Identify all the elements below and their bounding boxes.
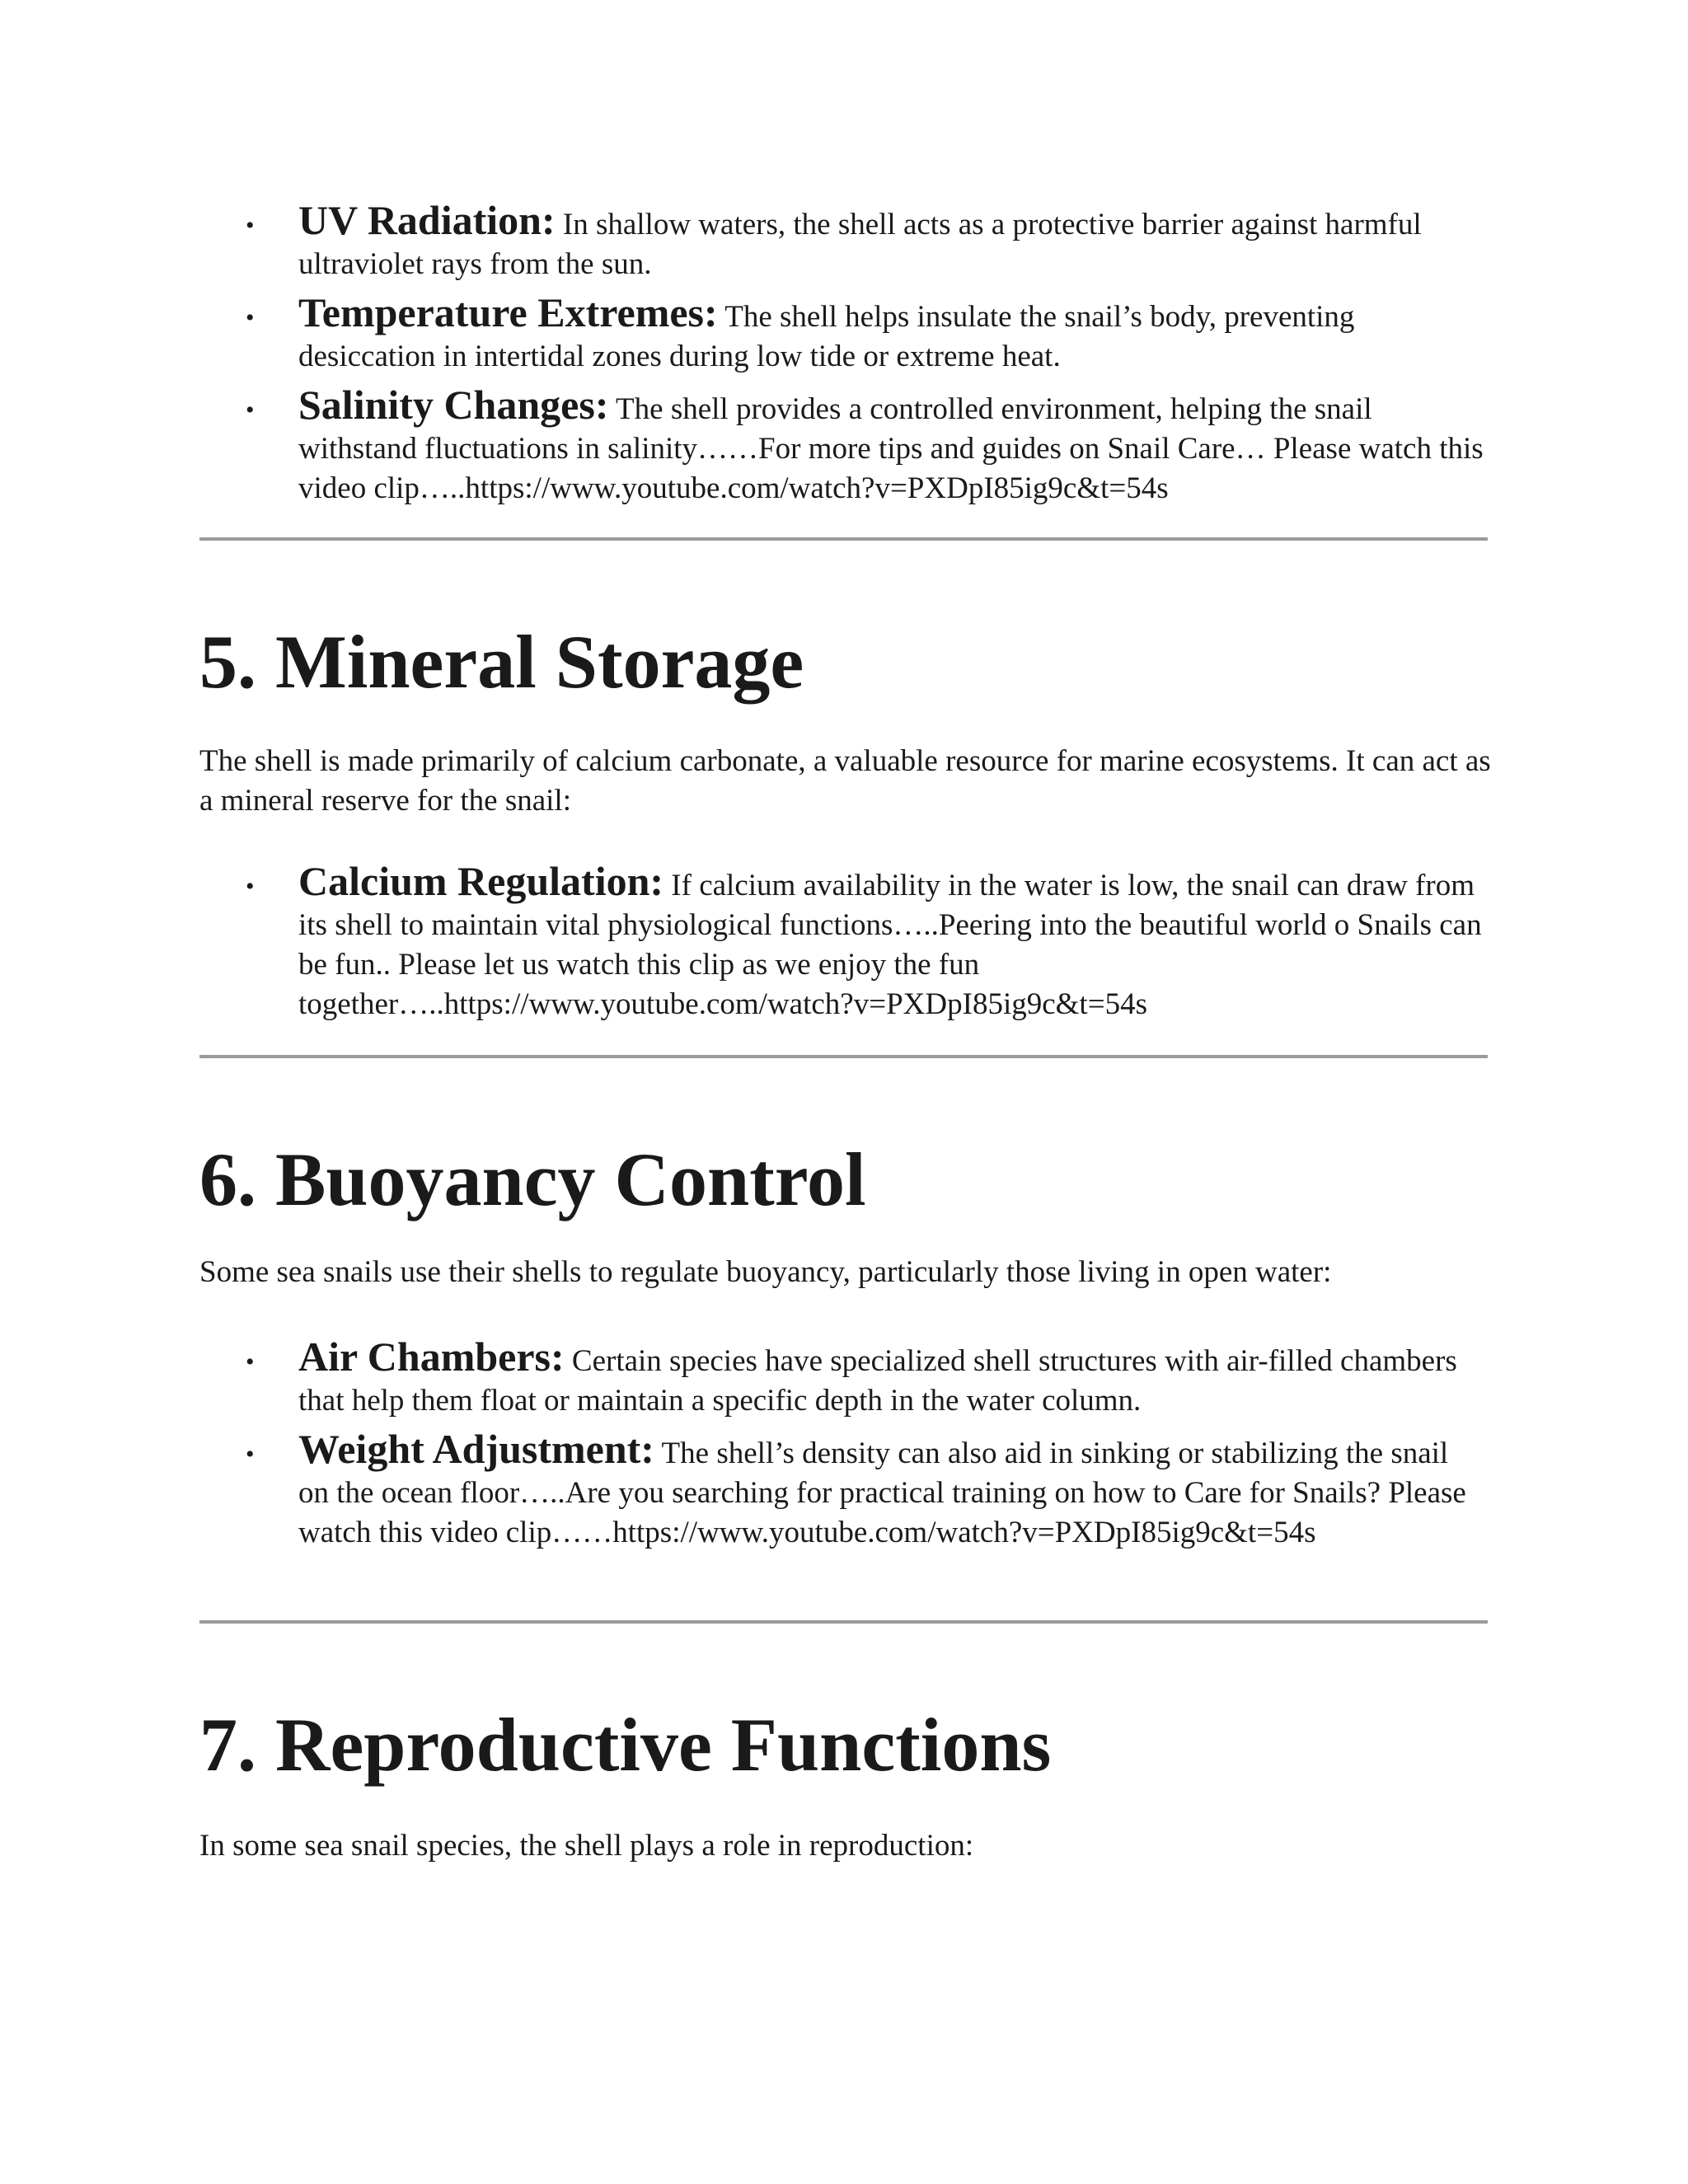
- bullet-text: The shell’s density can also aid in sinking or stabilizing the snail on the ocean floor…..Are you searching for practical training on how to Care for Snails? Please watch this video clip……https://www.youtube.com/watch?v=PXDpI85ig9c&t=54s: [298, 1436, 1466, 1549]
- section-heading-mineral-storage: 5. Mineral Storage: [199, 620, 804, 704]
- bullet-text: Certain species have specialized shell structures with air-filled chambers that help them float or maintain a specific depth in the water column.: [298, 1344, 1457, 1418]
- list-item-uv-radiation: [199, 197, 1485, 284]
- mineral-bullet-list: [199, 858, 1485, 1024]
- section-heading-buoyancy-control: 6. Buoyancy Control: [199, 1137, 866, 1221]
- protection-bullet-list: [199, 197, 1485, 509]
- bullet-term: Salinity Changes:: [298, 382, 609, 428]
- bullet-icon: •: [246, 212, 255, 239]
- list-item-weight-adjustment: [199, 1426, 1485, 1553]
- bullet-icon: •: [246, 304, 255, 331]
- list-item-calcium-regulation: [199, 858, 1485, 1024]
- bullet-text: If calcium availability in the water is low, the snail can draw from its shell to maintain vital physiological functions…..Peering into the beautiful world o Snails can be fun.. Please let us watch this clip as we enjoy the fun together…..https://www.youtube.com/watch?v=PXDpI85ig9c&t=54s: [298, 869, 1482, 1021]
- buoyancy-bullet-list: [199, 1333, 1485, 1553]
- section-intro-reproductive-functions: In some sea snail species, the shell plays a role in reproduction:: [199, 1829, 974, 1863]
- bullet-text: The shell provides a controlled environment, helping the snail withstand fluctuations in salinity……For more tips and guides on Snail Care… Please watch this video clip…..https://www.youtube.com/watch?v=PXDpI85ig9c&t=54s: [298, 392, 1484, 505]
- section-intro-mineral-storage: The shell is made primarily of calcium carbonate, a valuable resource for marine ecosystems. It can act as a mineral reserve for the snail:: [199, 744, 1491, 818]
- bullet-term: Calcium Regulation:: [298, 858, 664, 904]
- section-heading-reproductive-functions: 7. Reproductive Functions: [199, 1703, 1052, 1787]
- bullet-text: In shallow waters, the shell acts as a protective barrier against harmful ultraviolet rays from the sun.: [298, 208, 1422, 281]
- horizontal-divider: [199, 1055, 1488, 1058]
- bullet-icon: •: [246, 1348, 255, 1376]
- bullet-term: UV Radiation:: [298, 197, 556, 243]
- list-item-temperature-extremes: [199, 289, 1485, 377]
- bullet-term: Temperature Extremes:: [298, 289, 718, 335]
- bullet-text: The shell helps insulate the snail’s body, preventing desiccation in intertidal zones during low tide or extreme heat.: [298, 300, 1355, 373]
- horizontal-divider: [199, 1620, 1488, 1624]
- bullet-icon: •: [246, 1441, 255, 1468]
- list-item-air-chambers: [199, 1333, 1485, 1421]
- list-item-salinity-changes: [199, 382, 1485, 509]
- bullet-icon: •: [246, 396, 255, 424]
- section-intro-buoyancy-control: Some sea snails use their shells to regulate buoyancy, particularly those living in open water:: [199, 1255, 1332, 1289]
- bullet-icon: •: [246, 873, 255, 900]
- bullet-term: Weight Adjustment:: [298, 1426, 654, 1472]
- horizontal-divider: [199, 537, 1488, 541]
- bullet-term: Air Chambers:: [298, 1333, 565, 1380]
